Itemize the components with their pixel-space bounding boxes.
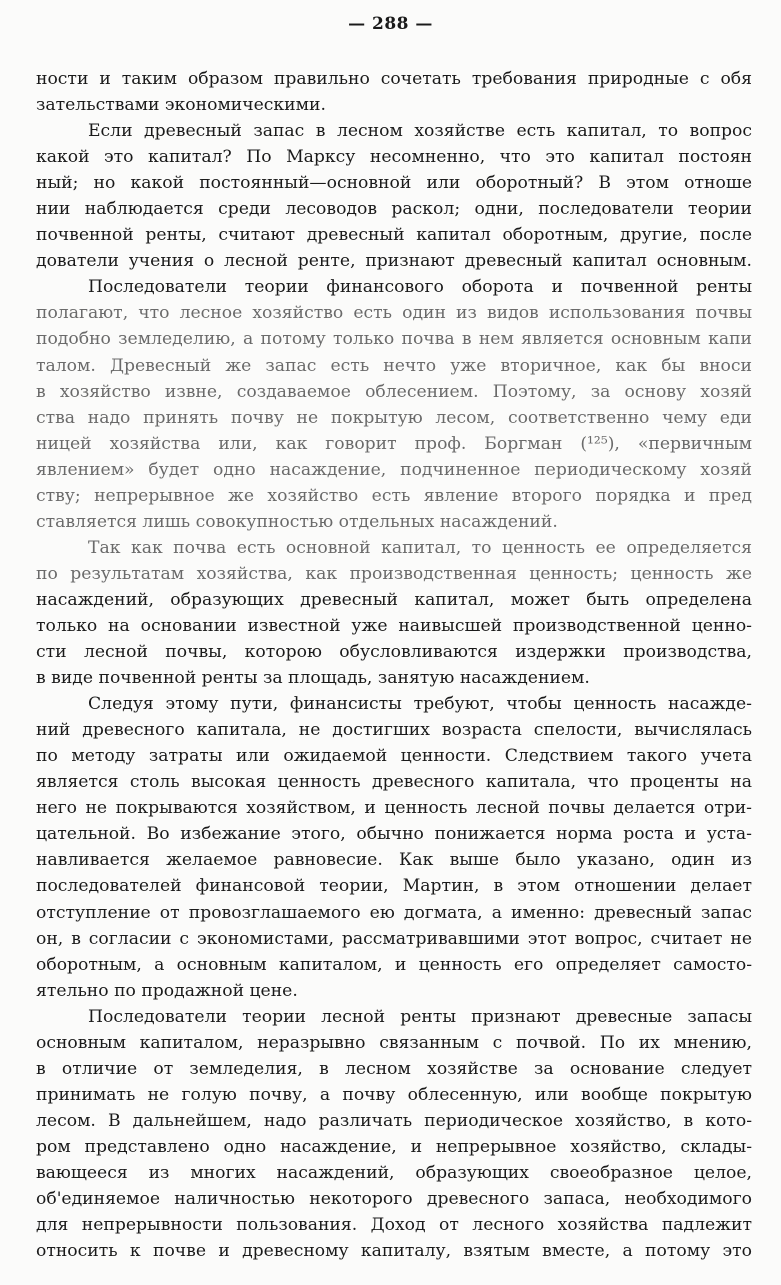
text-line: Так как почва есть основной капитал, то ценность ее определяется (88, 537, 752, 558)
text-line: для непрерывности пользования. Доход от лесного хозяйства падлежит (36, 1215, 752, 1236)
text-line: нии наблюдается среди лесоводов раскол; одни, последователи теории (36, 199, 752, 220)
text-line: ятельно по продажной цене. (36, 980, 298, 1001)
text-line: является столь высокая ценность древесного капитала, что проценты на (36, 772, 752, 793)
text-line: цательной. Во избежание этого, обычно понижается норма роста и уста- (36, 824, 752, 845)
body-text (36, 66, 752, 1264)
text-line: подобно земледелию, а потому только почва в нем является основным капи (36, 329, 752, 350)
text-line: ству; непрерывное же хозяйство есть явление второго порядка и пред (36, 485, 752, 506)
text-line: ром представлено одно насаждение, и непрерывное хозяйство, склады- (36, 1136, 752, 1157)
text-line: ний древесного капитала, не достигших возраста спелости, вычислялась (36, 720, 752, 741)
text-line: лесом. В дальнейшем, надо различать периодическое хозяйство, в кото- (36, 1110, 752, 1131)
text-line: насаждений, образующих древесный капитал, может быть определена (36, 589, 752, 610)
text-line: полагают, что лесное хозяйство есть один из видов использования почвы (36, 303, 752, 324)
text-line: сти лесной почвы, которою обусловливаются издержки производства, (36, 642, 752, 663)
text-line: вающееся из многих насаждений, образующих своеобразное целое, (36, 1162, 752, 1183)
text-line: Последователи теории финансового оборота и почвенной ренты (88, 277, 752, 298)
text-line: в хозяйство извне, создаваемое облесением. Поэтому, за основу хозяй (36, 381, 752, 402)
text-line: оборотным, а основным капиталом, и ценность его определяет самосто- (36, 954, 752, 975)
text-line: ности и таким образом правильно сочетать требования природные с обя (36, 69, 752, 89)
text-line: отступление от провозглашаемого ею догмата, а именно: древесный запас (36, 902, 752, 923)
text-line: ставляется лишь совокупностью отдельных насаждений. (36, 511, 558, 532)
text-line: относить к почве и древесному капиталу, взятым вместе, а потому это (36, 1241, 752, 1262)
text-line: он, в согласии с экономистами, рассматривавшими этот вопрос, считает не (36, 928, 752, 949)
text-line: зательствами экономическими. (36, 95, 326, 116)
text-line: почвенной ренты, считают древесный капитал оборотным, другие, после (36, 225, 752, 246)
text-line: последователей финансовой теории, Мартин, в этом отношении делает (36, 876, 752, 897)
text-line: ницей хозяйства или, как говорит проф. Боргман (¹²⁵), «первичным (36, 433, 752, 454)
text-line: навливается желаемое равновесие. Как выше было указано, один из (36, 850, 752, 871)
text-line: дователи учения о лесной ренте, признают древесный капитал основным. (36, 251, 752, 272)
text-line: Если древесный запас в лесном хозяйстве есть капитал, то вопрос (88, 121, 752, 142)
text-line: об'единяемое наличностью некоторого древесного запаса, необходимого (36, 1189, 752, 1210)
text-line: какой это капитал? По Марксу несомненно, что это капитал постоян (36, 147, 752, 168)
text-line: него не покрываются хозяйством, и ценность лесной почвы делается отри- (36, 798, 752, 819)
page-number: — 288 — (348, 14, 433, 34)
text-line: по методу затраты или ожидаемой ценности. Следствием такого учета (36, 746, 752, 767)
text-line: талом. Древесный же запас есть нечто уже вторичное, как бы вноси (36, 355, 752, 376)
text-line: явлением» будет одно насаждение, подчиненное периодическому хозяй (36, 459, 752, 480)
text-line: ный; но какой постоянный—основной или оборотный? В этом отноше (36, 173, 752, 194)
text-line: основным капиталом, неразрывно связанным с почвой. По их мнению, (36, 1032, 752, 1053)
text-line: в виде почвенной ренты за площадь, занятую насаждением. (36, 668, 590, 689)
text-line: в отличие от земледелия, в лесном хозяйстве за основание следует (36, 1058, 752, 1079)
text-line: только на основании известной уже наивысшей производственной ценно- (36, 615, 752, 636)
text-line: Следуя этому пути, финансисты требуют, чтобы ценность насажде- (88, 694, 752, 715)
text-line: Последователи теории лесной ренты признают древесные запасы (88, 1006, 752, 1027)
text-line: принимать не голую почву, а почву облесенную, или вообще покрытую (36, 1084, 752, 1105)
text-line: ства надо принять почву не покрытую лесом, соответственно чему еди (36, 407, 752, 428)
text-line: по результатам хозяйства, как производственная ценность; ценность же (36, 563, 752, 584)
